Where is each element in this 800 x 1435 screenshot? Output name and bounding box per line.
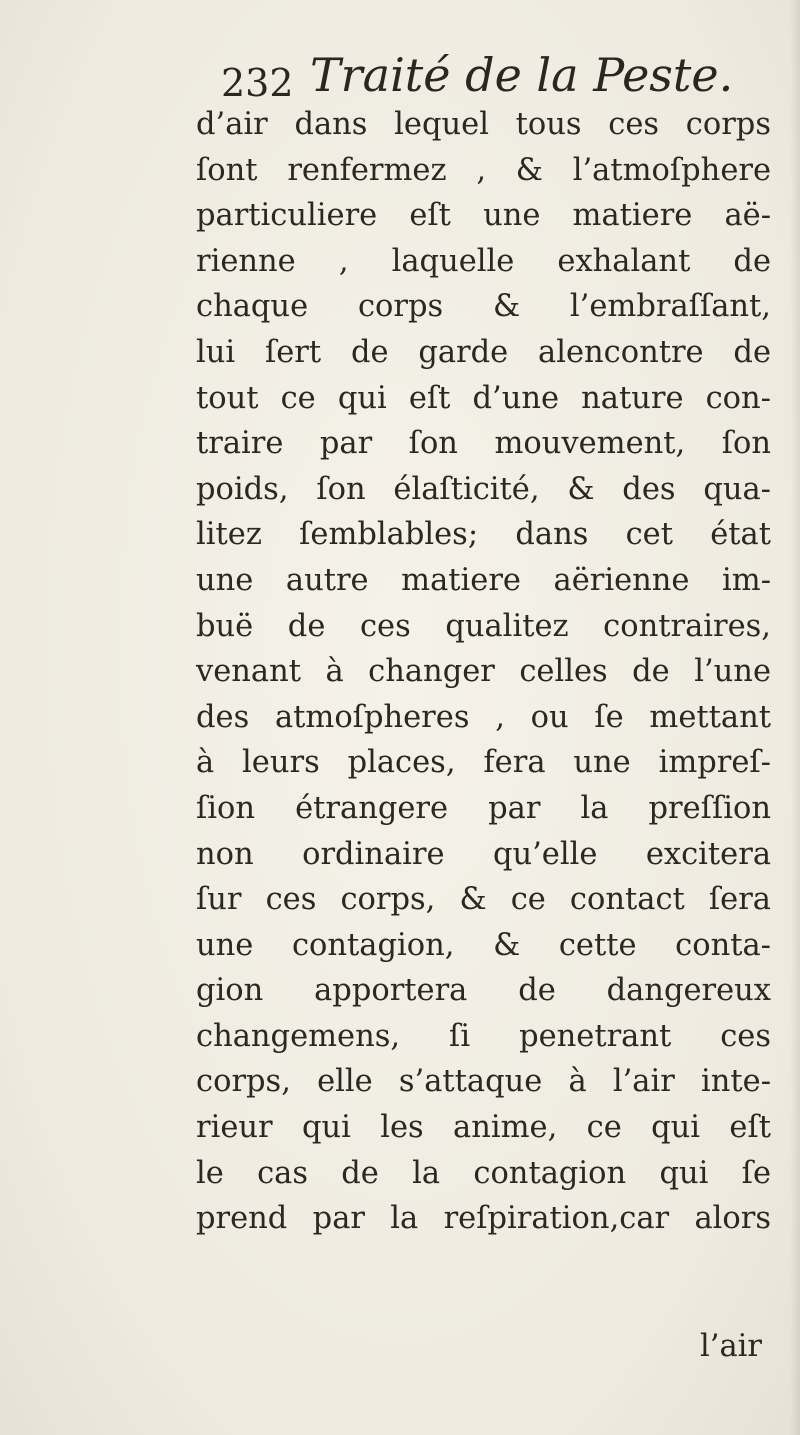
body-text xyxy=(196,102,771,1242)
text-line: rienne , laquelle exhalant de xyxy=(196,243,771,279)
text-line: particuliere eſt une matiere aë- xyxy=(196,198,771,234)
text-line: ſion étrangere par la preſſion xyxy=(196,790,771,826)
page-number: 232 xyxy=(221,61,294,105)
text-line: des atmoſpheres , ou ſe mettant xyxy=(196,699,771,735)
catchword: l’air xyxy=(700,1329,762,1364)
text-line: poids, ſon élaſticité, & des qua- xyxy=(196,471,771,507)
text-line: buë de ces qualitez contraires, xyxy=(196,608,771,644)
text-line: à leurs places, fera une impreſ- xyxy=(196,745,771,781)
text-line: litez ſemblables; dans cet état xyxy=(196,517,771,553)
running-head: Traité de la Peste. xyxy=(310,48,734,102)
page-edge-shadow xyxy=(790,0,800,1435)
text-line: venant à changer celles de l’une xyxy=(196,654,771,690)
text-line: changemens, ſi penetrant ces xyxy=(196,1018,771,1054)
text-line: tout ce qui eſt d’une nature con- xyxy=(196,380,771,416)
text-line: ſur ces corps, & ce contact ſera xyxy=(196,882,771,918)
text-line: corps, elle s’attaque à l’air inte- xyxy=(196,1064,771,1100)
text-line: non ordinaire qu’elle excitera xyxy=(196,836,771,872)
text-line: lui ſert de garde alencontre de xyxy=(196,334,771,370)
text-line: d’air dans lequel tous ces corps xyxy=(196,107,771,142)
text-line: chaque corps & l’embraſſant, xyxy=(196,289,771,325)
text-line: le cas de la contagion qui ſe xyxy=(196,1155,771,1191)
text-line: une contagion, & cette conta- xyxy=(196,927,771,963)
text-line: rieur qui les anime, ce qui eſt xyxy=(196,1110,771,1146)
text-line: gion apportera de dangereux xyxy=(196,973,771,1009)
text-line: traire par ſon mouvement, ſon xyxy=(196,426,771,462)
text-line: ſont renfermez , & l’atmoſphere xyxy=(196,152,771,188)
text-line: une autre matiere aërienne im- xyxy=(196,562,771,598)
text-line: prend par la reſpiration,car alors xyxy=(196,1201,771,1237)
